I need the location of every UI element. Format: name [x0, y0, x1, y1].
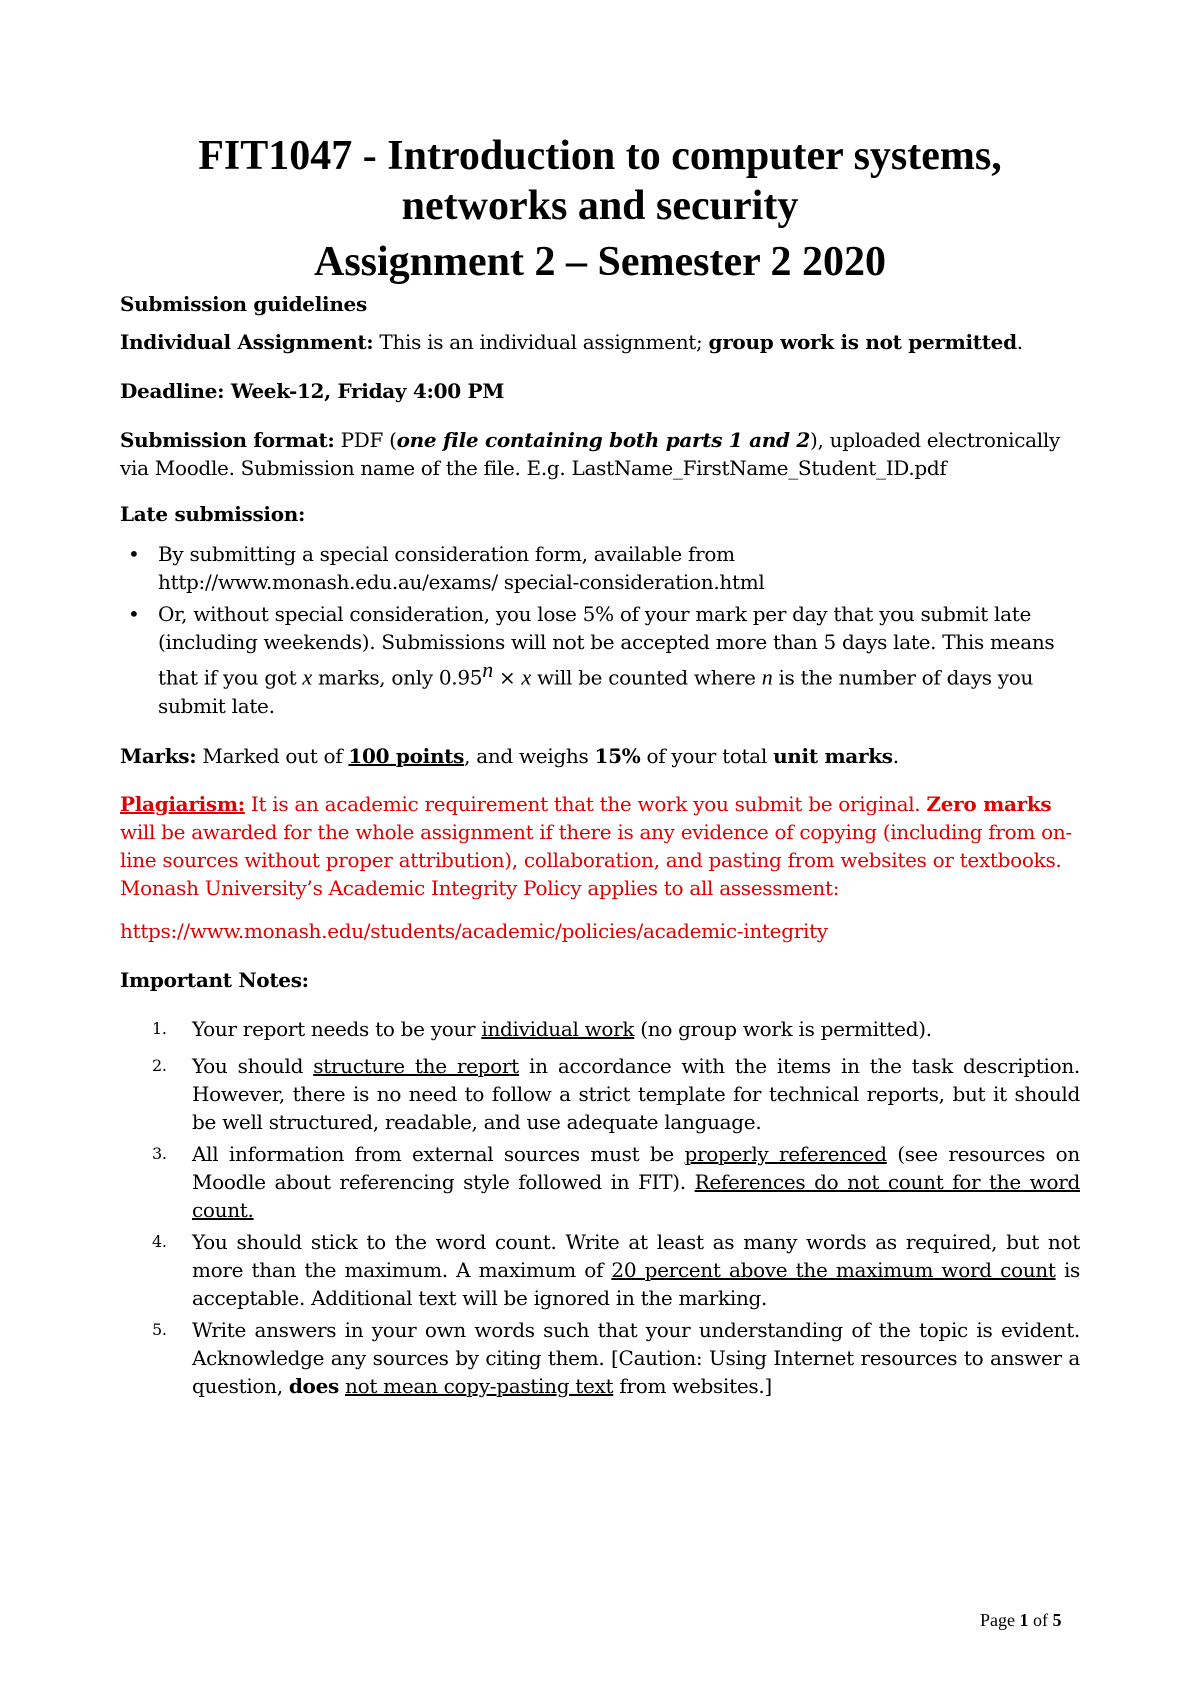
footer-page-word: Page [980, 1610, 1020, 1630]
submission-format [120, 426, 1080, 482]
note-4-text-a: You should stick to the word count. Write at least as many words as required, but not more than the maximum. A maximum of [192, 1230, 1080, 1282]
note-5-bold: does [288, 1374, 339, 1398]
math-x: x [302, 664, 312, 690]
footer-of-word: of [1028, 1610, 1053, 1630]
title-line-3: Assignment 2 – Semester 2 2020 [313, 239, 886, 285]
individual-text: This is an individual assignment; [373, 330, 709, 354]
late-bullet-2-text-b: marks, only 0.95 [311, 665, 483, 690]
note-3-text-a: All information from external sources must be [192, 1142, 685, 1166]
bullet-dot-icon: • [128, 602, 140, 626]
late-bullet-2-text-a: Or, without special consideration, you lose 5% of your mark per day that you submit late (including weekends). Submissions will not be accepted more than 5 days late. This means that if you got [158, 602, 1055, 690]
note-number: 2. [152, 1056, 167, 1075]
page-footer [980, 1610, 1062, 1631]
note-number: 4. [152, 1232, 167, 1251]
note-number: 1. [152, 1019, 167, 1038]
late-bullet-2-text-d: will be counted where [530, 665, 762, 690]
deadline: Deadline: Week-12, Friday 4:00 PM [120, 379, 505, 403]
note-4-text-b: is acceptable. Additional text will be ignored in the marking. [192, 1258, 1081, 1310]
late-bullet-1-text: By submitting a special consideration form, available from http://www.monash.edu.au/exams/ special-consideration.html [158, 542, 765, 594]
integrity-link[interactable]: https://www.monash.edu/students/academic/policies/academic-integrity [120, 919, 828, 943]
note-3-underlined: properly referenced [684, 1142, 887, 1166]
format-label: Submission format: [120, 428, 335, 452]
format-post: ), uploaded electronically via Moodle. Submission name of the file. E.g. LastName_FirstName_Student_ID.pdf [120, 428, 1060, 480]
marks-mid: , and weighs [464, 744, 595, 768]
marks-unit: unit marks [773, 744, 893, 768]
note-text [192, 1052, 1080, 1136]
bullet-dot-icon: • [128, 542, 140, 566]
note-text [192, 1015, 1080, 1043]
note-3-text-b: (see resources on Moodle about referencing style followed in FIT). [192, 1142, 1081, 1194]
note-5-underlined: not mean copy-pasting text [345, 1374, 614, 1398]
note-1-text-b: (no group work is permitted). [634, 1017, 932, 1041]
note-text [192, 1316, 1080, 1400]
marks-line [120, 742, 1080, 770]
format-pre: PDF ( [334, 428, 397, 452]
submission-heading: Submission guidelines [120, 292, 367, 316]
footer-page-total: 5 [1052, 1610, 1062, 1630]
note-3-underlined-2: References do not count for the word count. [192, 1170, 1080, 1222]
marks-pre: Marked out of [196, 744, 349, 768]
late-bullet-2-times: × [492, 665, 522, 690]
plagiarism-zero-marks: Zero marks [926, 792, 1052, 816]
note-4-underlined: 20 percent above the maximum word count [611, 1258, 1056, 1282]
math-n-exponent: n [482, 657, 493, 682]
note-1-underlined: individual work [481, 1017, 635, 1041]
notes-heading: Important Notes: [120, 968, 309, 992]
late-bullet-2-text-e: is the number of days you submit late. [158, 665, 1034, 718]
title-line-1: FIT1047 - Introduction to computer systems, [198, 133, 1002, 179]
plagiarism-paragraph [120, 790, 1080, 902]
individual-label: Individual Assignment: [120, 330, 374, 354]
plagiarism-text-1: It is an academic requirement that the work you submit be original. [244, 792, 927, 816]
note-2-text-a: You should [192, 1054, 314, 1078]
late-bullet-1 [120, 540, 1080, 596]
math-x: x [521, 664, 531, 690]
title-line-2: networks and security [401, 183, 799, 229]
marks-label: Marks: [120, 744, 197, 768]
marks-mid2: of your total [640, 744, 774, 768]
late-bullet-2 [120, 600, 1080, 720]
note-2-underlined: structure the report [313, 1054, 519, 1078]
note-1-text-a: Your report needs to be your [192, 1017, 482, 1041]
late-bullets [120, 540, 1080, 724]
footer-page-number: 1 [1019, 1610, 1029, 1630]
note-2-text-b: in accordance with the items in the task description. However, there is no need to follow a strict template for technical reports, but it should be well structured, readable, and use adequate language. [192, 1054, 1080, 1134]
note-5-text-a: Write answers in your own words such that your understanding of the topic is evident. Acknowledge any sources by citing them. [Caution: Using Internet resources to answer a question, [192, 1318, 1080, 1398]
individual-bold: group work is not permitted [708, 330, 1017, 354]
math-n: n [761, 664, 773, 690]
format-bold-italic: one file containing both parts 1 and 2 [396, 428, 810, 452]
marks-percent: 15% [594, 744, 641, 768]
note-text [192, 1140, 1080, 1224]
note-text [192, 1228, 1080, 1312]
note-number: 5. [152, 1320, 167, 1339]
marks-end: . [892, 744, 899, 768]
plagiarism-label: Plagiarism: [120, 792, 245, 816]
marks-points: 100 points [348, 744, 465, 768]
late-heading: Late submission: [120, 502, 306, 526]
individual-end: . [1016, 330, 1023, 354]
note-number: 3. [152, 1144, 167, 1163]
plagiarism-text-2: will be awarded for the whole assignment if there is any evidence of copying (including from on-line sources without proper attribution), collaboration, and pasting from websites or textbooks. Monash University’s Academic Integrity Policy applies to all assessment: [120, 820, 1072, 900]
individual-assignment [120, 328, 1080, 356]
note-5-text-c: from websites.] [613, 1374, 772, 1398]
